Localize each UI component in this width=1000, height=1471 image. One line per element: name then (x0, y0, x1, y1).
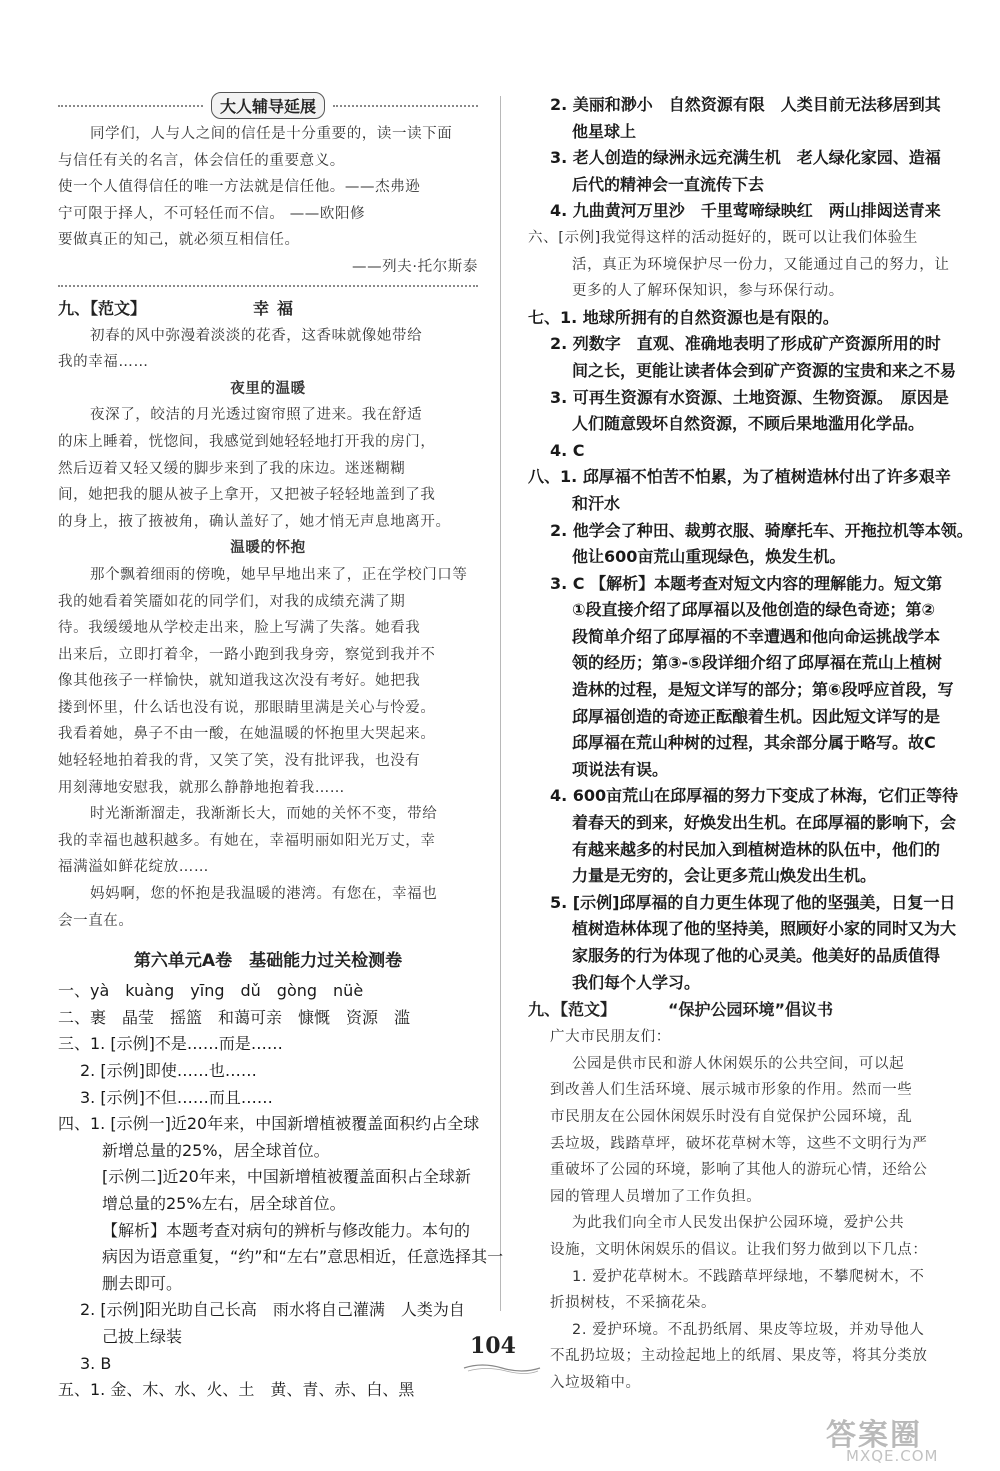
answer-line: 活，真正为环境保护尽一份力，又能通过自己的努力，让 (572, 256, 950, 273)
box-line: 与信任有关的名言，体会信任的重要意义。 (58, 152, 345, 169)
essay-label: 九、【范文】 (58, 298, 147, 318)
essay-line: 妈妈啊，您的怀抱是我温暖的港湾。有您在，幸福也 (90, 886, 438, 903)
box-line: 使一个人值得信任的唯一方法就是信任他。——杰弗逊 (58, 179, 421, 196)
answer-line: 病因为语意重复，“约”和“左右”意思相近，任意选择其一 (102, 1247, 504, 1267)
tutoring-box-title: 大人辅导延展 (211, 92, 325, 119)
answer-line: 5. [示例]邱厚福的自力更生体现了他的坚强美，日复一日 (550, 892, 956, 912)
answer-line: 更多的人了解环保知识，参与环保行动。 (572, 283, 844, 300)
answer-line: 段简单介绍了邱厚福的不幸遭遇和他向命运挑战学本 (572, 626, 941, 646)
answer-line: 二、裹 晶莹 摇篮 和蔼可亲 慷慨 资源 滥 (58, 1007, 411, 1027)
answer-line: [示例二]近20年来，中国新增植被覆盖面积占全球新 (102, 1167, 471, 1187)
essay-line: 丢垃圾，践踏草坪，破坏花草树木等，这些不文明行为严 (550, 1135, 928, 1152)
answer-line: 【解析】本题考查对病句的辨析与修改能力。本句的 (102, 1220, 471, 1240)
answer-line: 后代的精神会一直流传下去 (572, 174, 765, 194)
tutoring-box-body (58, 121, 478, 281)
essay-line: 的身上，掖了掖被角，确认盖好了，她才悄无声息地离开。 (58, 513, 451, 530)
answer-line: 3. 老人创造的绿洲永远充满生机 老人绿化家园、造福 (550, 148, 941, 168)
answer-line: 3. B (80, 1353, 112, 1373)
answer-line: 4. 600亩荒山在邱厚福的努力下变成了林海，它们正等待 (550, 786, 959, 806)
essay-title: “保护公园环境”倡议书 (668, 1000, 834, 1020)
answer-line: 有越来越多的村民加入到植树造林的队伍中，他们的 (572, 839, 941, 859)
tutoring-box-header (58, 92, 478, 119)
answer-line: 人们随意毁坏自然资源，不顾后果地滥用化学品。 (572, 414, 925, 434)
answer-line: 六、[示例]我觉得这样的活动挺好的，既可以让我们体验生 (528, 229, 919, 246)
essay-line: 我的幸福也越积越多。有她在，幸福明丽如阳光万丈，幸 (58, 832, 436, 849)
essay-line: 间，她把我的腿从被子上拿开，又把被子轻轻地盖到了我 (58, 487, 436, 504)
dotted-rule (333, 105, 478, 107)
essay-line: 时光渐渐溜走，我渐渐长大，而她的关怀不变，带给 (90, 806, 438, 823)
box-source: ——列夫·托尔斯泰 (351, 258, 478, 275)
answer-line: 2. 列数字 直观、准确地表明了形成矿产资源所用的时 (550, 334, 941, 354)
essay-line: 折损树枝，不采摘花朵。 (550, 1295, 717, 1312)
essay-label: 九、【范文】 (528, 1000, 617, 1020)
answer-line: 七、1. 地球所拥有的自然资源也是有限的。 (528, 307, 839, 327)
essay-line: 园的管理人员增加了工作负担。 (550, 1188, 762, 1205)
essay-line: 广大市民朋友们： (550, 1029, 671, 1046)
essay-line: 然后迈着又轻又缓的脚步来到了我的床边。迷迷糊糊 (58, 460, 406, 477)
essay-subtitle: 夜里的温暖 (230, 380, 306, 397)
essay-line: 夜深了，皎洁的月光透过窗帘照了进来。我在舒适 (90, 407, 423, 424)
page-number-ornament (462, 1362, 542, 1374)
essay-line: 不乱扔垃圾；主动捡起地上的纸屑、果皮等，将其分类放 (550, 1348, 928, 1365)
essay-line: 为此我们向全市人民发出保护公园环境，爱护公共 (572, 1215, 905, 1232)
answer-line: 4. C (550, 440, 585, 460)
essay-line: 用刻薄地安慰我，就那么静静地抱着我…… (58, 779, 345, 796)
answer-line: 他星球上 (572, 121, 637, 141)
answer-line: 增总量的25%左右，居全球首位。 (102, 1193, 346, 1213)
essay-line: 她轻轻地拍着我的背，又笑了笑，没有批评我，也没有 (58, 753, 421, 770)
column-divider (500, 96, 501, 1311)
box-line: 同学们，人与人之间的信任是十分重要的，读一读下面 (90, 126, 453, 142)
answer-line: ①段直接介绍了邱厚福以及他创造的绿色奇迹；第② (572, 600, 936, 620)
essay-line: 入垃圾箱中。 (550, 1374, 641, 1391)
essay-line: 出来后，立即打着伞，一路小跑到我身旁，察觉到我并不 (58, 646, 436, 663)
essay-title: 幸福 (253, 298, 302, 318)
answer-line: 造林的过程，是短文详写的部分；第⑥段呼应首段，写 (572, 680, 954, 700)
essay-line: 会一直在。 (58, 912, 134, 929)
answer-line: 2. [示例]阳光助自己长高 雨水将自己灌满 人类为自 (80, 1300, 465, 1320)
answer-line: 2. [示例]即使……也…… (80, 1061, 257, 1080)
dotted-rule (58, 285, 478, 287)
answer-line: 2. 美丽和渺小 自然资源有限 人类目前无法移居到其 (550, 95, 941, 114)
page-number: 104 (470, 1333, 516, 1359)
unit-title: 第六单元A卷 基础能力过关检测卷 (133, 951, 403, 972)
answer-line: 3. C 【解析】本题考查对短文内容的理解能力。短文第 (550, 573, 943, 593)
essay-line: 搂到怀里，什么话也没有说，那眼睛里满是关心与怜爱。 (58, 699, 436, 716)
answer-line: 和汗水 (572, 493, 621, 513)
answer-line: 三、1. [示例]不是……而是…… (58, 1034, 283, 1054)
essay-line: 福满溢如鲜花绽放…… (58, 859, 209, 876)
answer-line: 五、1. 金、木、水、火、土 黄、青、赤、白、黑 (58, 1380, 415, 1400)
right-column (528, 92, 973, 1397)
watermark-url: MXQE.COM (846, 1447, 939, 1465)
essay-line: 设施，文明休闲娱乐的倡议。让我们努力做到以下几点： (550, 1241, 928, 1258)
answer-line: 2. 他学会了种田、裁剪衣服、骑摩托车、开拖拉机等本领。 (550, 520, 973, 540)
essay-line: 的床上睡着，恍惚间，我感觉到她轻轻地打开我的房门， (58, 433, 436, 450)
box-line: 宁可限于择人，不可轻任而不信。 ——欧阳修 (58, 205, 366, 222)
answer-line: 领的经历；第③-⑤段详细介绍了邱厚福在荒山上植树 (572, 653, 942, 673)
answer-line: 我们每个人学习。 (572, 972, 701, 992)
answer-line: 新增总量的25%，居全球首位。 (102, 1140, 330, 1160)
answer-line: 己披上绿装 (102, 1326, 183, 1346)
answer-line: 项说法有误。 (572, 759, 669, 779)
essay-line: 待。我缓缓地从学校走出来，脸上写满了失落。她看我 (58, 620, 421, 637)
essay-line: 我看着她，鼻子不由一酸，在她温暖的怀抱里大哭起来。 (58, 726, 436, 743)
answer-line: 邱厚福创造的奇迹正酝酿着生机。因此短文详写的是 (572, 706, 941, 726)
answer-line: 八、1. 邱厚福不怕苦不怕累，为了植树造林付出了许多艰辛 (528, 467, 951, 487)
essay-line: 初春的风中弥漫着淡淡的花香，这香味就像她带给 (90, 327, 423, 344)
essay-line: 那个飘着细雨的傍晚，她早早地出来了，正在学校门口等 (90, 566, 468, 583)
essay-heading (58, 295, 478, 323)
essay-line: 2. 爱护环境。不乱扔纸屑、果皮等垃圾，并劝导他人 (572, 1321, 925, 1338)
answer-line: 着春天的到来，好焕发出生机。在邱厚福的影响下，会 (572, 813, 957, 833)
answer-line: 他让600亩荒山重现绿色，焕发生机。 (572, 547, 846, 567)
dotted-rule (58, 105, 203, 107)
essay-heading (528, 996, 956, 1024)
essay-line: 重破坏了公园的环境，影响了其他人的游玩心情，还给公 (550, 1162, 928, 1179)
answer-line: 力量是无穷的，会让更多荒山焕发出生机。 (572, 866, 877, 886)
answer-line: 3. [示例]不但……而且…… (80, 1087, 273, 1107)
answer-line: 4. 九曲黄河万里沙 千里莺啼绿映红 两山排闼送青来 (550, 201, 941, 221)
essay-line: 像其他孩子一样愉快，就知道我这次没有考好。她把我 (58, 673, 421, 690)
essay-subtitle: 温暖的怀抱 (230, 540, 306, 557)
answer-line: 间之长，更能让读者体会到矿产资源的宝贵和来之不易 (572, 360, 957, 380)
answer-line: 删去即可。 (102, 1273, 183, 1293)
essay-line: 1. 爱护花草树木。不践踏草坪绿地，不攀爬树木，不 (572, 1268, 925, 1285)
answer-line: 四、1. [示例一]近20年来，中国新增植被覆盖面积约占全球 (58, 1114, 480, 1134)
answer-line: 植树造林体现了他的坚持美，照顾好小家的同时又为大 (572, 919, 957, 939)
answer-line: 一、yà kuàng yīng dǔ gòng nüè (58, 981, 364, 1001)
essay-line: 市民朋友在公园休闲娱乐时没有自觉保护公园环境，乱 (550, 1108, 913, 1125)
watermark-logo: 答案圈 (826, 1418, 922, 1453)
essay-line: 到改善人们生活环境、展示城市形象的作用。然而一些 (550, 1082, 913, 1099)
essay-line: 我的幸福…… (58, 354, 149, 371)
box-line: 要做真正的知己，就必须互相信任。 (58, 232, 300, 249)
answer-line: 3. 可再生资源有水资源、土地资源、生物资源。 原因是 (550, 387, 949, 407)
essay-line: 公园是供市民和游人休闲娱乐的公共空间，可以起 (572, 1055, 905, 1072)
answer-line: 邱厚福在荒山种树的过程，其余部分属于略写。故C (572, 733, 936, 753)
essay-line: 我的她看着笑靥如花的同学们，对我的成绩充满了期 (58, 593, 406, 610)
answer-line: 家服务的行为体现了他的心灵美。他美好的品质值得 (572, 946, 941, 965)
